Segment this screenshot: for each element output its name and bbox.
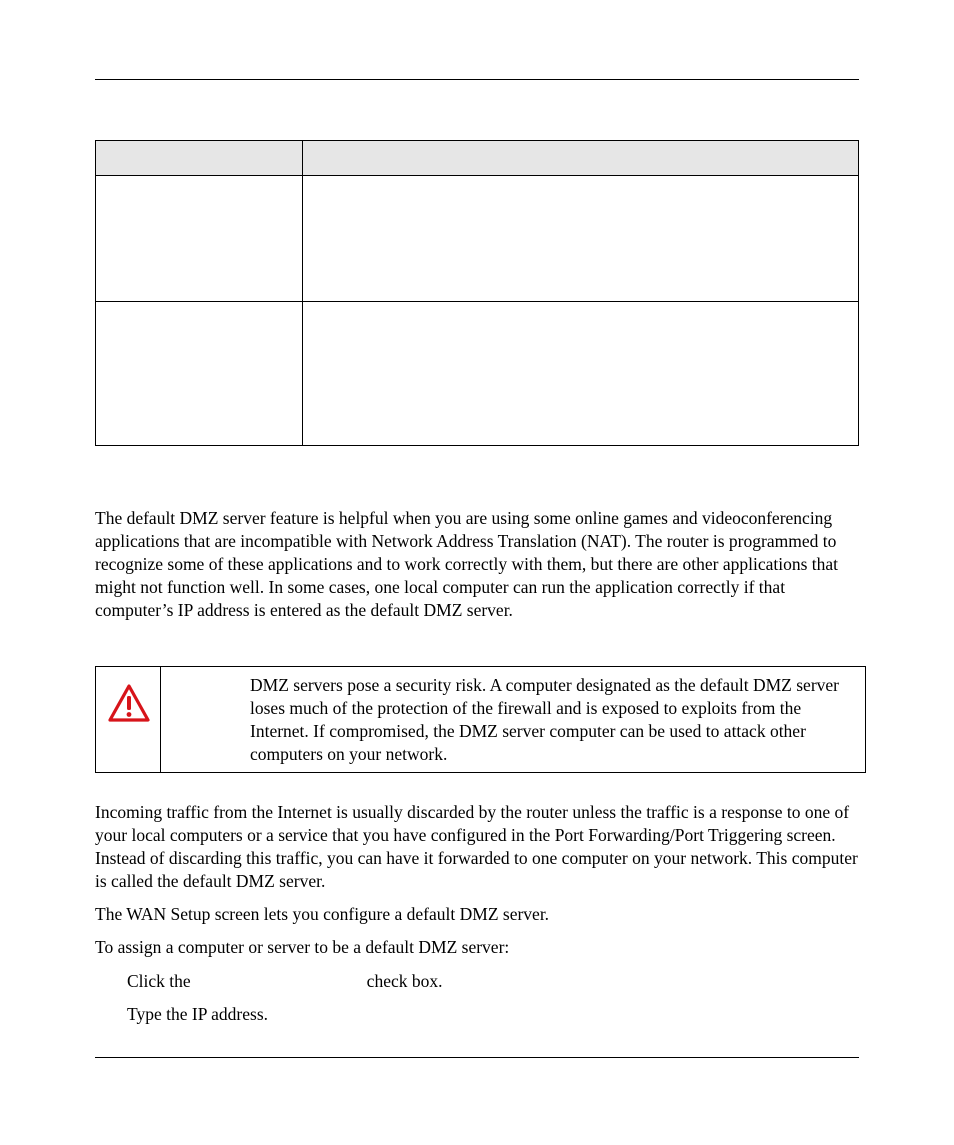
settings-table bbox=[95, 140, 859, 446]
table-row bbox=[96, 176, 302, 301]
header-rule bbox=[95, 79, 859, 80]
step-click-checkbox bbox=[127, 970, 442, 993]
warning-divider bbox=[160, 667, 161, 772]
step-type-ip: Type the IP address. bbox=[127, 1004, 269, 1024]
step1-text-after: check box. bbox=[366, 971, 443, 991]
step1-text-before: Click the bbox=[127, 971, 191, 991]
wan-setup-paragraph: The WAN Setup screen lets you configure a default DMZ server. bbox=[95, 904, 550, 924]
table-header-row bbox=[96, 141, 858, 176]
table-column-divider bbox=[302, 141, 303, 445]
warning-box bbox=[95, 666, 866, 773]
dmz-intro-paragraph: The default DMZ server feature is helpful when you are using some online games and videoconferencing applications that are incompatible with Network Address Translation (NAT). The router is programmed to recognize some of these applications and to work correctly with them, but there are other applications that might not function well. In some cases, one local computer can run the application correctly if that computer’s IP address is entered as the default DMZ server. bbox=[95, 508, 839, 620]
warning-triangle-icon bbox=[107, 683, 151, 723]
assign-dmz-paragraph: To assign a computer or server to be a default DMZ server: bbox=[95, 937, 510, 957]
footer-rule bbox=[95, 1057, 859, 1058]
warning-text: DMZ servers pose a security risk. A computer designated as the default DMZ server loses much of the protection of the firewall and is exposed to exploits from the Internet. If compromised, the DMZ server computer can be used to attack other computers on your network. bbox=[250, 675, 840, 764]
table-row bbox=[96, 302, 302, 446]
incoming-traffic-paragraph: Incoming traffic from the Internet is usually discarded by the router unless the traffic is a response to one of your local computers or a service that you have configured in the Port Forwarding/Port Triggering screen. Instead of discarding this traffic, you can have it forwarded to one computer on your network. This computer is called the default DMZ server. bbox=[95, 802, 858, 891]
